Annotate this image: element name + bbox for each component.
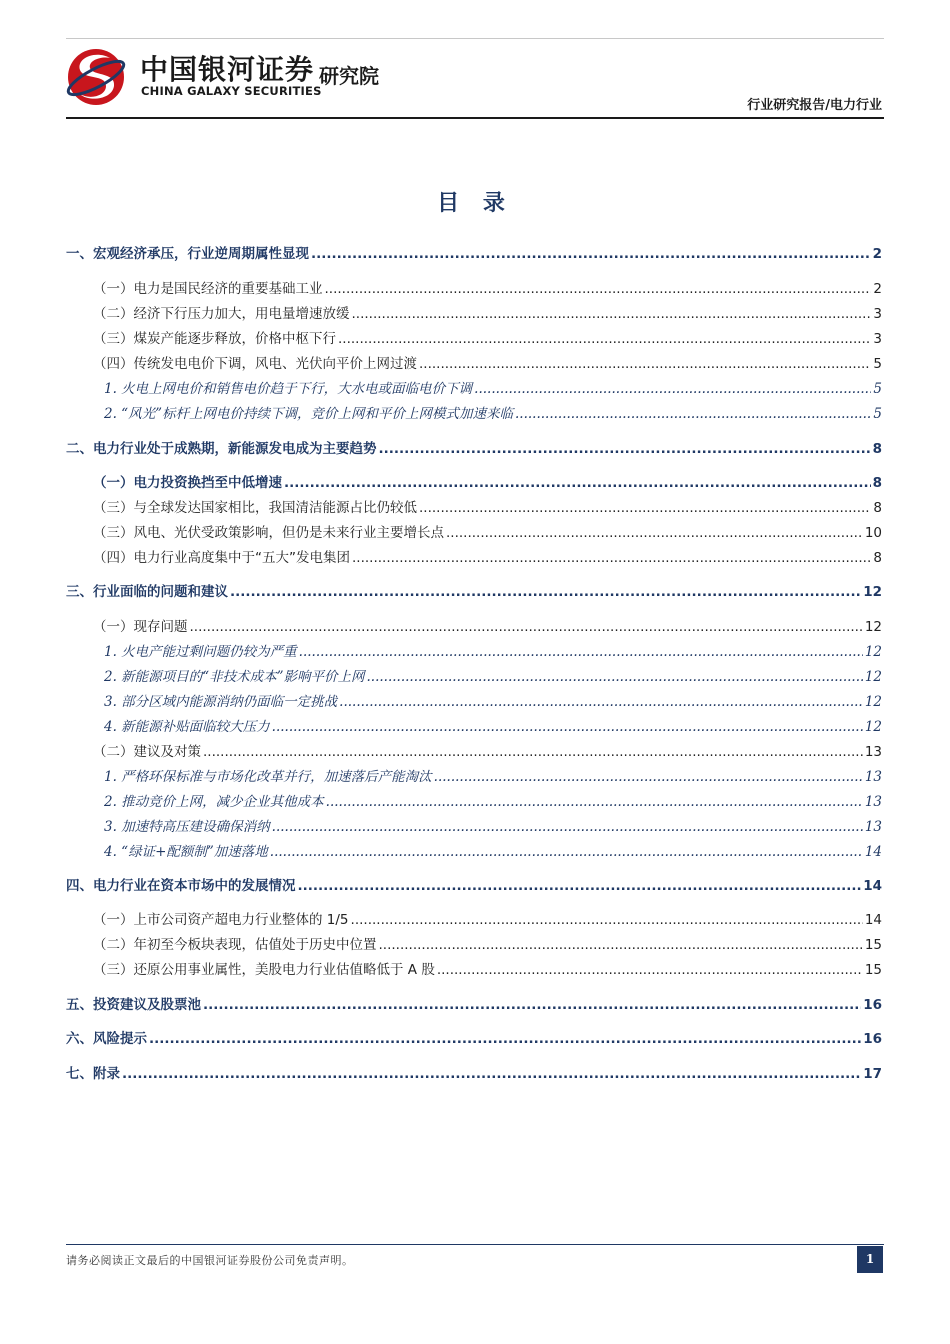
toc-subentry[interactable]: 4. 新能源补贴面临较大压力 ..... 12 — [104, 715, 882, 735]
toc-entry[interactable]: （四）传统发电电价下调，风电、光伏向平价上网过渡 ..... 5 — [93, 352, 882, 372]
toc-subentry[interactable]: 2. 推动竞价上网，减少企业其他成本 ..... 13 — [104, 790, 882, 810]
toc-subentry[interactable]: 2. “风光”标杆上网电价持续下调，竞价上网和平价上网模式加速来临 ..... 5 — [104, 402, 882, 422]
brand-name-en: CHINA GALAXY SECURITIES — [141, 84, 322, 98]
toc-title: 目 录 — [437, 191, 513, 216]
toc-entry[interactable]: （三）风电、光伏受政策影响，但仍是未来行业主要增长点 ..... 10 — [93, 521, 882, 541]
toc-subentry[interactable]: 1. 严格环保标准与市场化改革并行，加速落后产能淘汰 ..... 13 — [104, 765, 882, 785]
toc-entry[interactable]: （四）电力行业高度集中于“五大”发电集团 ..... 8 — [93, 546, 882, 566]
toc-entry[interactable]: （二）经济下行压力加大，用电量增速放缓 ..... 3 — [93, 302, 882, 322]
page-number: 1 — [857, 1246, 883, 1273]
toc-subentry[interactable]: 1. 火电上网电价和销售电价趋于下行，大水电或面临电价下调 ..... 5 — [104, 377, 882, 397]
report-category: 行业研究报告/电力行业 — [747, 98, 882, 113]
toc-entry[interactable]: （三）还原公用事业属性，美股电力行业估值略低于 A 股 ..... 15 — [93, 958, 882, 978]
toc-entry[interactable]: （二）建议及对策 ..... 13 — [93, 740, 882, 760]
toc-subentry[interactable]: 4. “绿证+配额制”加速落地 ..... 14 — [104, 840, 882, 860]
toc-entry[interactable]: （一）现存问题 ..... 12 — [93, 615, 882, 635]
toc-entry-section-1[interactable]: 一、宏观经济承压，行业逆周期属性显现 ..... 2 — [66, 242, 882, 262]
toc-entry-section-3[interactable]: 三、行业面临的问题和建议 ..... 12 — [66, 580, 882, 600]
toc-entry-section-7[interactable]: 七、附录 ..... 17 — [66, 1062, 882, 1082]
toc-entry-section-4[interactable]: 四、电力行业在资本市场中的发展情况 ..... 14 — [66, 874, 882, 894]
toc-entry-section-2[interactable]: 二、电力行业处于成熟期，新能源发电成为主要趋势 ..... 8 — [66, 437, 882, 457]
toc-subentry[interactable]: 3. 加速特高压建设确保消纳 ..... 13 — [104, 815, 882, 835]
toc-entry-section-6[interactable]: 六、风险提示 ..... 16 — [66, 1027, 882, 1047]
toc-entry-section-5[interactable]: 五、投资建议及股票池 ..... 16 — [66, 993, 882, 1013]
brand-institute: 研究院 — [319, 64, 379, 88]
toc-subentry[interactable]: 3. 部分区域内能源消纳仍面临一定挑战 ..... 12 — [104, 690, 882, 710]
toc-subentry[interactable]: 2. 新能源项目的“非技术成本”影响平价上网 ..... 12 — [104, 665, 882, 685]
toc-entry[interactable]: （一）电力投资换挡至中低增速 ..... 8 — [93, 471, 882, 491]
footer-disclaimer: 请务必阅读正文最后的中国银河证券股份公司免责声明。 — [66, 1254, 354, 1267]
toc-entry[interactable]: （三）与全球发达国家相比，我国清洁能源占比仍较低 ..... 8 — [93, 496, 882, 516]
toc-entry[interactable]: （二）年初至今板块表现，估值处于历史中位置 ..... 15 — [93, 933, 882, 953]
toc-subentry[interactable]: 1. 火电产能过剩问题仍较为严重 ..... 12 — [104, 640, 882, 660]
toc-entry[interactable]: （三）煤炭产能逐步释放，价格中枢下行 ..... 3 — [93, 327, 882, 347]
footer-divider — [66, 1244, 884, 1245]
toc-entry[interactable]: （一）电力是国民经济的重要基础工业 ..... 2 — [93, 277, 882, 297]
brand-name-cn: 中国银河证券 — [140, 53, 315, 86]
toc-entry[interactable]: （一）上市公司资产超电力行业整体的 1/5 ..... 14 — [93, 908, 882, 928]
